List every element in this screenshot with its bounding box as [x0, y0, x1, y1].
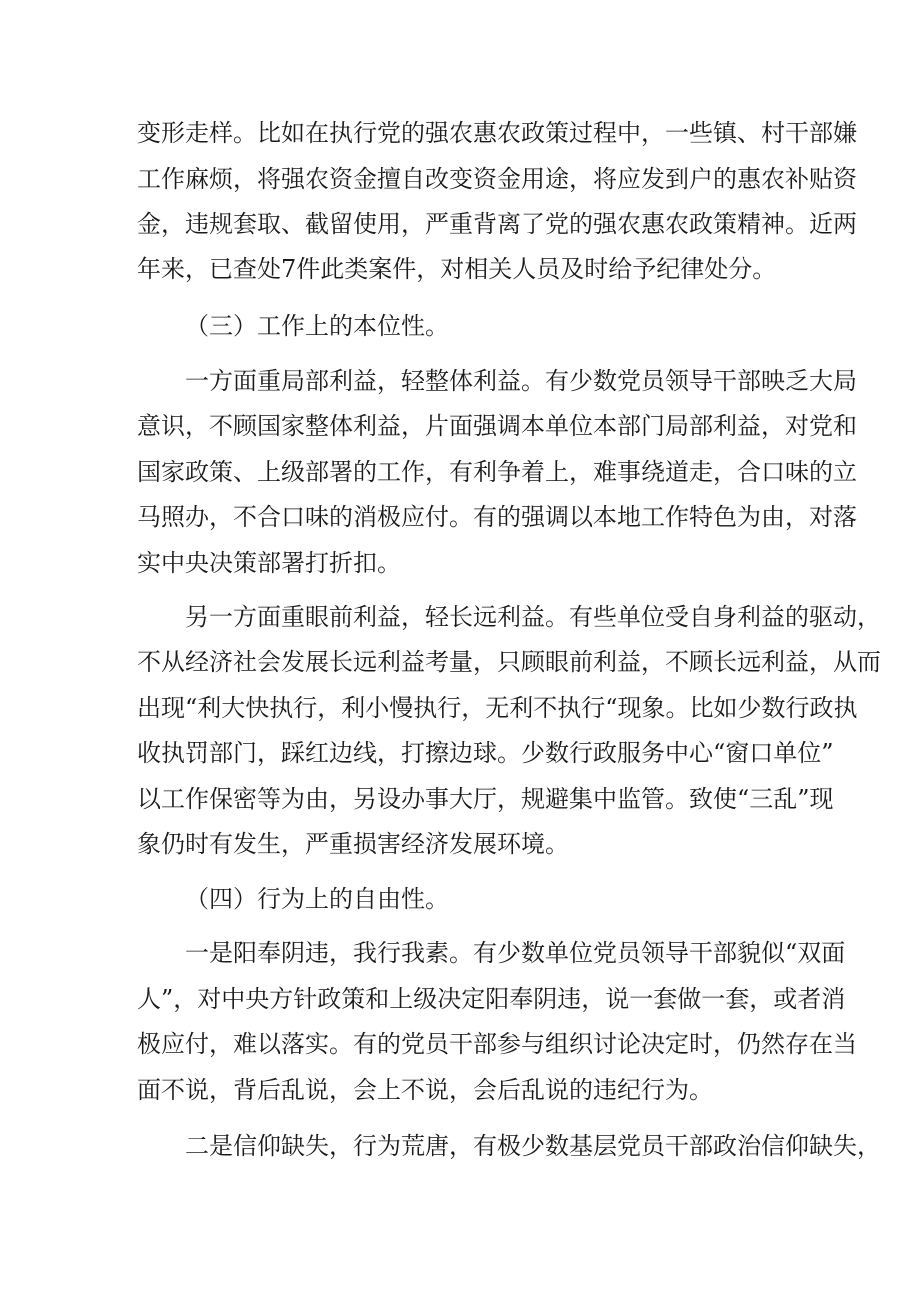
paragraph-line: 人”，对中央方针政策和上级决定阳奉阴违，说一套做一套，或者消 — [137, 985, 846, 1013]
paragraph-line: 年来，已查处7件此类案件，对相关人员及时给予纪律处分。 — [137, 255, 777, 283]
paragraph-line: 一是阳奉阴违，我行我素。有少数单位党员领导干部貌似“双面 — [185, 939, 846, 967]
paragraph-line: 实中央决策部署打折扣。 — [137, 549, 401, 577]
paragraph-line: 出现“利大快执行，利小慢执行，无利不执行“现象。比如少数行政执 — [137, 694, 858, 722]
paragraph-line: 不从经济社会发展长远利益考量，只顾眼前利益，不顾长远利益，从而 — [137, 648, 881, 676]
paragraph-line: 象仍时有发生，严重损害经济发展环境。 — [137, 830, 569, 858]
section-heading-4: （四）行为上的自由性。 — [185, 885, 449, 913]
paragraph-line: 极应付，难以落实。有的党员干部参与组织讨论决定时，仍然存在当 — [137, 1030, 857, 1058]
paragraph-line: 工作麻烦，将强农资金擅自改变资金用途，将应发到户的惠农补贴资 — [137, 165, 857, 193]
paragraph-line: 一方面重局部利益，轻整体利益。有少数党员领导干部映乏大局 — [185, 367, 857, 395]
paragraph-line: 意识，不顾国家整体利益，片面强调本单位本部门局部利益，对党和 — [137, 412, 857, 440]
paragraph-line: 国家政策、上级部署的工作，有利争着上，难事绕道走，合口味的立 — [137, 458, 857, 486]
paragraph-line: 变形走样。比如在执行党的强农惠农政策过程中，一些镇、村干部嫌 — [137, 119, 857, 147]
section-heading-3: （三）工作上的本位性。 — [185, 312, 449, 340]
paragraph-line: 收执罚部门，踩红边线，打擦边球。少数行政服务中心“窗口单位” — [137, 739, 834, 767]
paragraph-line: 二是信仰缺失，行为荒唐，有极少数基层党员干部政治信仰缺失， — [185, 1132, 881, 1160]
paragraph-line: 以工作保密等为由，另设办事大厅，规避集中监管。致使“三乱”现 — [137, 785, 834, 813]
paragraph-line: 马照办，不合口味的消极应付。有的强调以本地工作特色为由，对落 — [137, 503, 857, 531]
paragraph-line: 另一方面重眼前利益，轻长远利益。有些单位受自身利益的驱动， — [185, 603, 881, 631]
paragraph-line: 面不说，背后乱说，会上不说，会后乱说的违纪行为。 — [137, 1076, 713, 1104]
paragraph-line: 金，违规套取、截留使用，严重背离了党的强农惠农政策精神。近两 — [137, 210, 857, 238]
